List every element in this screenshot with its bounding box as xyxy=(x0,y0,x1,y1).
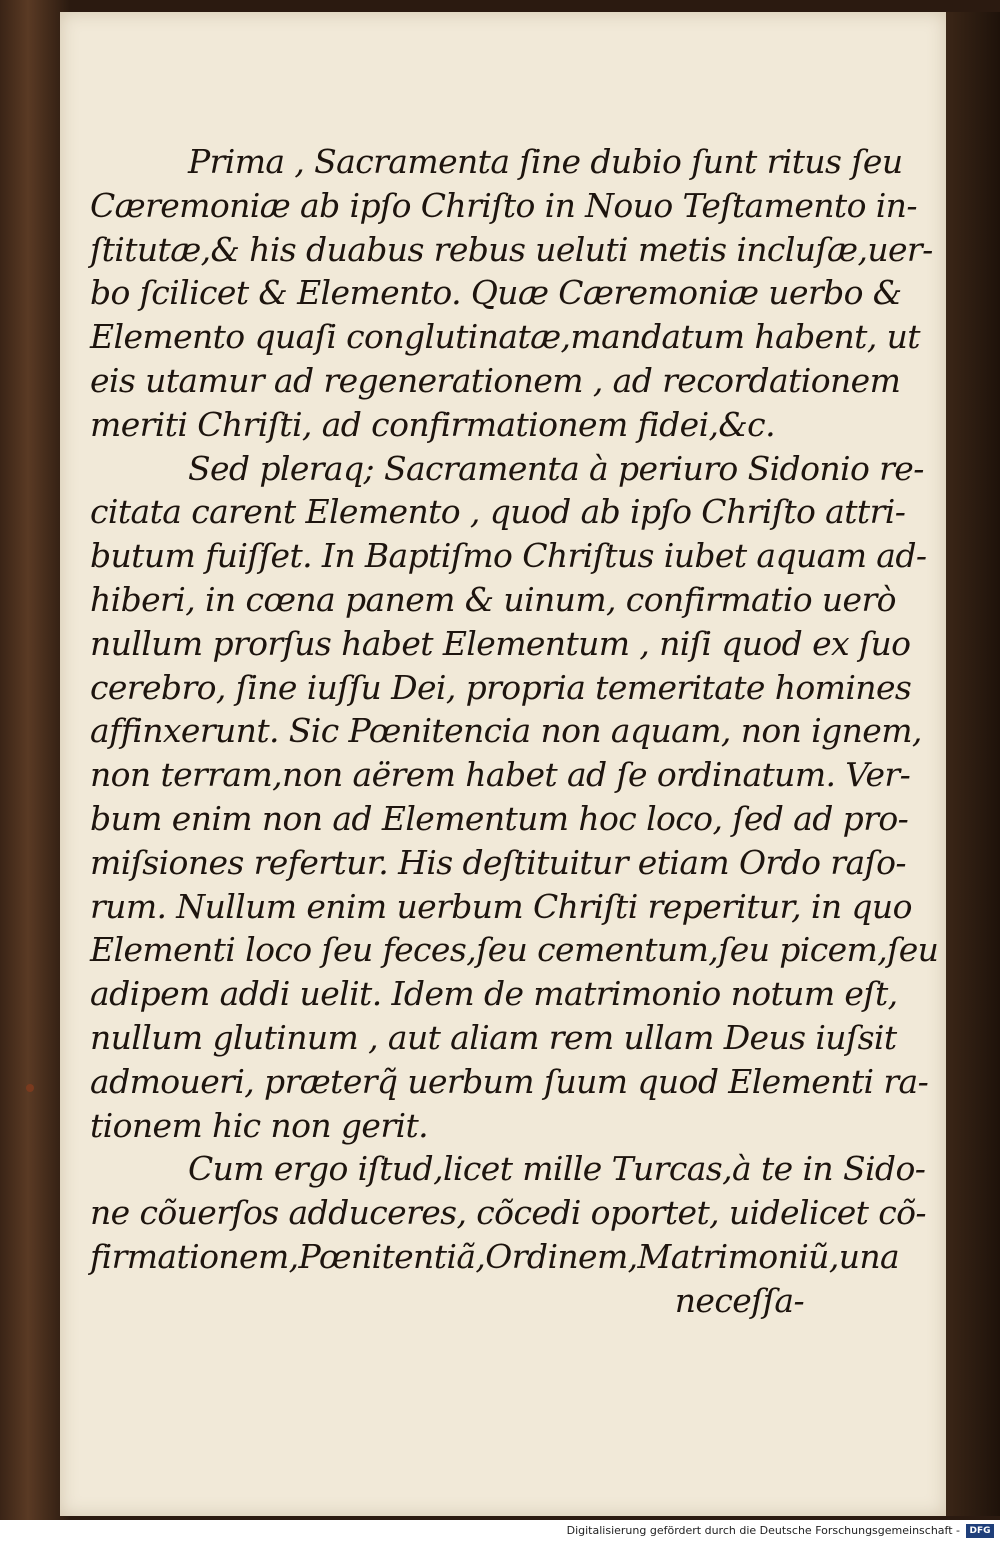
page-gutter-shadow xyxy=(946,12,1000,1516)
text-line: citata carent Elemento , quod ab ipſo Chriſto attri- xyxy=(90,492,906,532)
text-line: rum. Nullum enim uerbum Chriſti reperitur, in quo xyxy=(90,886,912,926)
funding-credit: Digitalisierung gefördert durch die Deutsche Forschungsgemeinschaft - xyxy=(566,1524,960,1537)
text-line: Elementi loco ſeu feces,ſeu cementum,ſeu picem,ſeu xyxy=(90,930,939,970)
text-line: admoueri, præterq̃ uerbum ſuum quod Elementi ra- xyxy=(90,1061,929,1101)
text-line: cerebro, ſine iuſſu Dei, propria temeritate homines xyxy=(90,667,912,707)
paper-page xyxy=(60,12,946,1516)
text-line: nullum prorſus habet Elementum , niſi quod ex ſuo xyxy=(90,623,911,663)
text-line: tionem hic non gerit. xyxy=(90,1105,429,1145)
text-line: miſsiones refertur. His deſtituitur etiam Ordo raſo- xyxy=(90,842,906,882)
text-line: affinxerunt. Sic Pœnitencia non aquam, non ignem, xyxy=(90,711,922,751)
page-text-block xyxy=(90,140,939,1323)
text-line: non terram,non aërem habet ad ſe ordinatum. Ver- xyxy=(90,755,911,795)
margin-ink-mark xyxy=(26,1084,34,1092)
footer-bar xyxy=(0,1520,1000,1543)
text-line: bum enim non ad Elementum hoc loco, ſed ad pro- xyxy=(90,798,909,838)
text-line: hiberi, in cœna panem & uinum, confirmatio uerò xyxy=(90,579,896,619)
text-line: firmationem,Pœnitentiã,Ordinem,Matrimoniũ,una xyxy=(90,1236,900,1276)
text-line: Sed pleraq; Sacramenta à periuro Sidonio re- xyxy=(188,448,924,488)
catchword: neceſſa- xyxy=(674,1280,804,1320)
text-line: Elemento quaſi conglutinatæ,mandatum habent, ut xyxy=(90,317,920,357)
text-line: Cum ergo iſtud,licet mille Turcas,à te in Sido- xyxy=(188,1149,926,1189)
text-line: butum fuiſſet. In Baptiſmo Chriſtus iubet aquam ad- xyxy=(90,536,927,576)
text-line: ne cõuerſos adduceres, cõcedi oportet, uidelicet cõ- xyxy=(90,1193,926,1233)
text-line: nullum glutinum , aut aliam rem ullam Deus iuſsit xyxy=(90,1017,897,1057)
text-line: ſtitutæ,& his duabus rebus ueluti metis incluſæ,uer- xyxy=(90,229,933,269)
dfg-logo-icon: DFG xyxy=(966,1524,994,1538)
text-line: meriti Chriſti, ad confirmationem fidei,&c. xyxy=(90,404,775,444)
text-line: Cæremoniæ ab ipſo Chriſto in Nouo Teſtamento in- xyxy=(90,185,917,225)
text-line: eis utamur ad regenerationem , ad recordationem xyxy=(90,360,901,400)
text-line: bo ſcilicet & Elemento. Quæ Cæremoniæ uerbo & xyxy=(90,273,902,313)
text-line: Prima , Sacramenta ſine dubio ſunt ritus ſeu xyxy=(188,142,903,181)
text-line: adipem addi uelit. Idem de matrimonio notum eſt, xyxy=(90,974,898,1014)
